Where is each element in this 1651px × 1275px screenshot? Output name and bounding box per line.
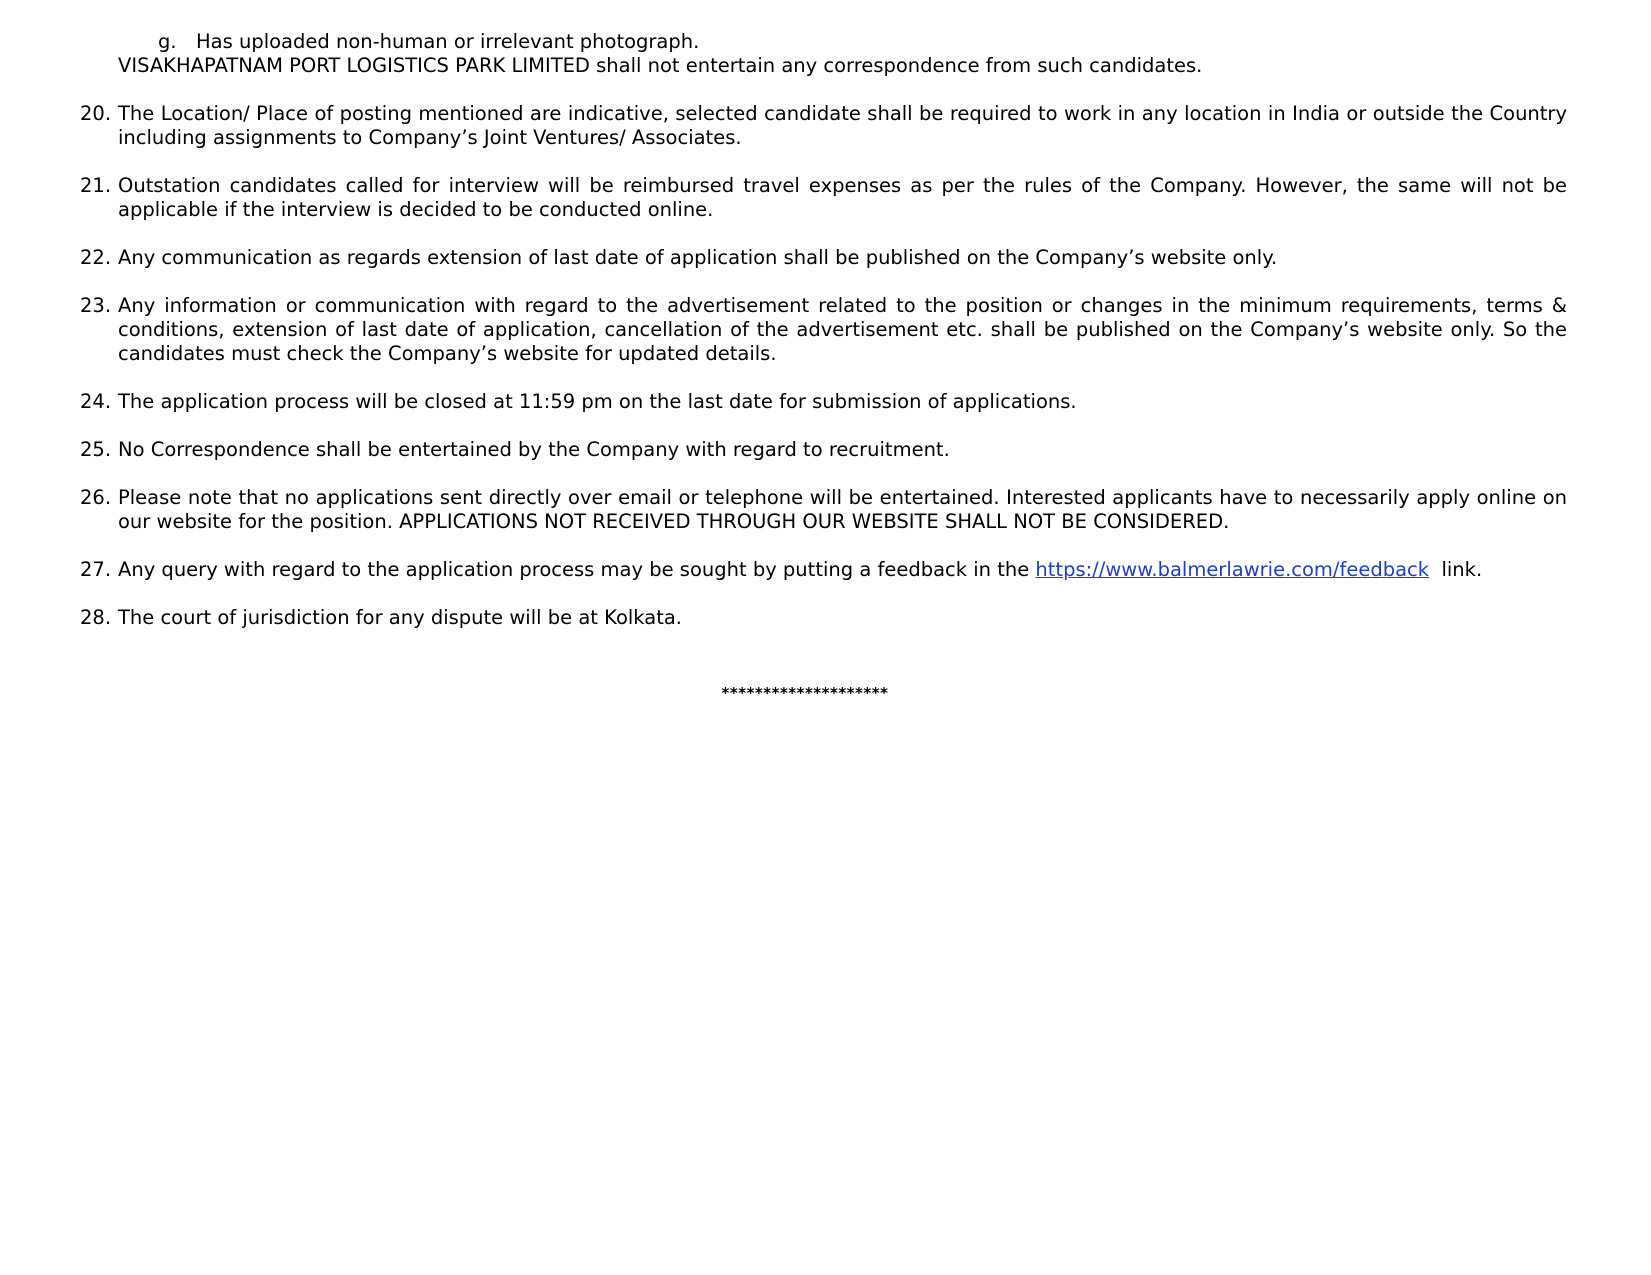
- item-number: 27.: [80, 558, 112, 581]
- item-number: 24.: [80, 390, 112, 413]
- feedback-link[interactable]: https://www.balmerlawrie.com/feedback: [1035, 558, 1430, 581]
- item-number: 26.: [80, 486, 112, 509]
- item-text-after-link: link.: [1429, 558, 1483, 581]
- item-text: Any information or communication with regard to the advertisement related to the position or changes in the minimum requirements, terms & conditions, extension of last date of application, cancellation of the advertisement etc. shall be published on the Company’s website only. So the candidates must check the Company’s website for updated details.: [118, 294, 1567, 365]
- item-text: The application process will be closed at 11:59 pm on the last date for submission of applications.: [118, 390, 1077, 413]
- item-text: Please note that no applications sent directly over email or telephone will be entertained. Interested applicants have to necessarily apply online on our website for the position. APPLICATIONS NOT RECEIVED THROUGH OUR WEBSITE SHALL NOT BE CONSIDERED.: [118, 486, 1567, 533]
- item-text-before-link: Any query with regard to the application process may be sought by putting a feedback in the: [118, 558, 1036, 581]
- item-number: 23.: [80, 294, 112, 317]
- item-number: 22.: [80, 246, 112, 269]
- item-number: 21.: [80, 174, 112, 197]
- item-text: The Location/ Place of posting mentioned are indicative, selected candidate shall be required to work in any location in India or outside the Country including assignments to Company’s Joint Ventures/ Associates.: [118, 102, 1567, 149]
- sub-item-letter: g.: [158, 30, 177, 53]
- item-text: The court of jurisdiction for any dispute will be at Kolkata.: [118, 606, 682, 629]
- item-text: [118, 558, 1567, 582]
- item-text: Outstation candidates called for interview will be reimbursed travel expenses as per the rules of the Company. However, the same will not be applicable if the interview is decided to be conducted online.: [118, 174, 1567, 221]
- item-number: 20.: [80, 102, 112, 125]
- sub-item-text: Has uploaded non-human or irrelevant photograph.: [196, 30, 700, 53]
- item-text: Any communication as regards extension of last date of application shall be published on the Company’s website only.: [118, 246, 1278, 269]
- item-number: 28.: [80, 606, 112, 629]
- item-text: No Correspondence shall be entertained by the Company with regard to recruitment.: [118, 438, 950, 461]
- disqualification-note: VISAKHAPATNAM PORT LOGISTICS PARK LIMITED shall not entertain any correspondence from such candidates.: [118, 54, 1203, 77]
- end-of-document-marker: ********************: [721, 684, 889, 702]
- item-number: 25.: [80, 438, 112, 461]
